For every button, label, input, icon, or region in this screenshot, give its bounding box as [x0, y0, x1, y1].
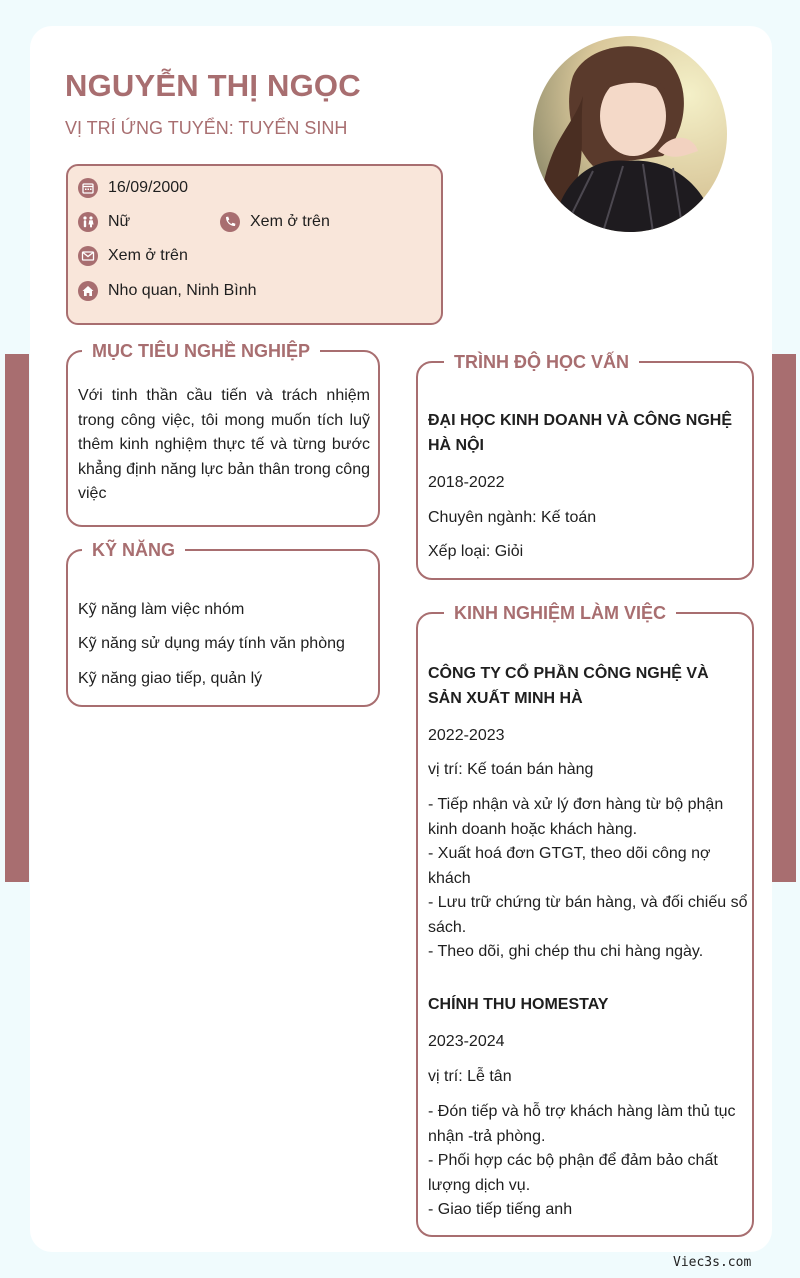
job-duty: - Đón tiếp và hỗ trợ khách hàng làm thủ tục nhận -trả phòng.: [428, 1103, 736, 1145]
gender-row: [78, 212, 130, 232]
job-duties: [428, 793, 748, 965]
job-company: CHÍNH THU HOMESTAY: [428, 996, 609, 1013]
job-company: CÔNG TY CỔ PHẦN CÔNG NGHỆ VÀ SẢN XUẤT MINH HÀ: [428, 665, 709, 707]
right-accent-bar: [772, 354, 796, 882]
address-value: Nho quan, Ninh Bình: [108, 282, 257, 299]
gender-value: Nữ: [108, 213, 131, 230]
job-duty: - Theo dõi, ghi chép thu chi hàng ngày.: [428, 943, 704, 960]
job-role: vị trí: Kế toán bán hàng: [428, 761, 594, 778]
job-years: 2022-2023: [428, 727, 505, 744]
skills-title: KỸ NĂNG: [82, 538, 185, 562]
objective-text: Với tinh thần cầu tiến và trách nhiệm trong công việc, tôi mong muốn tích luỹ thêm kinh nghiệm thực tế và từng bước khẳng định năng lực bản thân trong công việc: [78, 387, 370, 502]
watermark: Viec3s.com: [673, 1255, 752, 1270]
gender-icon: [78, 212, 98, 232]
objective-title: MỤC TIÊU NGHỀ NGHIỆP: [82, 339, 320, 363]
birthday-value: 16/09/2000: [108, 179, 189, 196]
email-value: Xem ở trên: [108, 247, 188, 264]
education-years: 2018-2022: [428, 474, 505, 491]
email-row: [78, 246, 188, 266]
job-duties: [428, 1100, 748, 1223]
education-grade: Xếp loại: Giỏi: [428, 543, 524, 560]
mail-icon: [78, 246, 98, 266]
candidate-name: NGUYỄN THỊ NGỌC: [65, 68, 361, 103]
experience-title: KINH NGHIỆM LÀM VIỆC: [444, 601, 676, 625]
applied-position: VỊ TRÍ ỨNG TUYỂN: TUYỂN SINH: [65, 118, 348, 138]
calendar-icon: [78, 178, 98, 198]
skill-item: Kỹ năng sử dụng máy tính văn phòng: [78, 635, 345, 652]
contact-info-box: [66, 164, 443, 325]
home-icon: [78, 281, 98, 301]
education-section: [416, 352, 754, 580]
job-years: 2023-2024: [428, 1033, 505, 1050]
phone-icon: [220, 212, 240, 232]
avatar: [533, 36, 727, 232]
skills-section: [66, 540, 380, 707]
school-name: ĐẠI HỌC KINH DOANH VÀ CÔNG NGHỆ HÀ NỘI: [428, 412, 733, 454]
skill-item: Kỹ năng giao tiếp, quản lý: [78, 670, 263, 687]
left-accent-bar: [5, 354, 29, 882]
phone-value: Xem ở trên: [250, 213, 330, 230]
job-duty: - Lưu trữ chứng từ bán hàng, và đối chiếu sổ sách.: [428, 894, 748, 936]
job-duty: - Giao tiếp tiếng anh: [428, 1201, 573, 1218]
job-duty: - Tiếp nhận và xử lý đơn hàng từ bộ phận kinh doanh hoặc khách hàng.: [428, 796, 724, 838]
job-role: vị trí: Lễ tân: [428, 1068, 512, 1085]
birthday-row: [78, 178, 188, 198]
job-duty: - Phối hợp các bộ phận để đảm bảo chất lượng dịch vụ.: [428, 1152, 718, 1194]
phone-row: [220, 212, 330, 232]
address-row: [78, 281, 257, 301]
skill-item: Kỹ năng làm việc nhóm: [78, 601, 245, 618]
experience-section: [416, 603, 754, 1237]
job-duty: - Xuất hoá đơn GTGT, theo dõi công nợ khách: [428, 845, 711, 887]
education-major: Chuyên ngành: Kế toán: [428, 509, 597, 526]
education-title: TRÌNH ĐỘ HỌC VẤN: [444, 350, 639, 374]
objective-section: [66, 341, 380, 527]
